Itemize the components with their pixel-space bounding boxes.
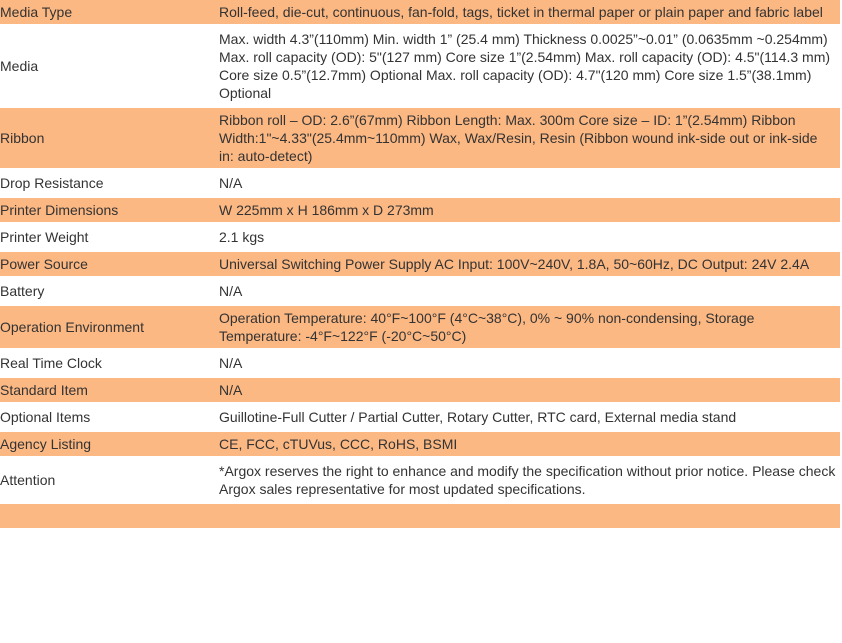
spec-label: Agency Listing bbox=[0, 432, 219, 456]
spec-value: N/A bbox=[219, 351, 840, 375]
spec-row-drop-resistance bbox=[0, 171, 840, 195]
spec-row-real-time-clock bbox=[0, 351, 840, 375]
spec-row-optional-items bbox=[0, 405, 840, 429]
spec-label: Media bbox=[0, 27, 219, 105]
spec-row-attention bbox=[0, 459, 840, 501]
spec-label: Real Time Clock bbox=[0, 351, 219, 375]
spec-label: Attention bbox=[0, 459, 219, 501]
spec-value: Guillotine-Full Cutter / Partial Cutter, Rotary Cutter, RTC card, External media stand bbox=[219, 405, 840, 429]
spec-label: Standard Item bbox=[0, 378, 219, 402]
spec-label: Power Source bbox=[0, 252, 219, 276]
spec-label bbox=[0, 504, 219, 528]
spec-row-standard-item bbox=[0, 378, 840, 402]
spec-row-agency-listing bbox=[0, 432, 840, 456]
spec-row-media bbox=[0, 27, 840, 105]
spec-value: Roll-feed, die-cut, continuous, fan-fold, tags, ticket in thermal paper or plain paper and fabric label bbox=[219, 0, 840, 24]
spec-value bbox=[219, 504, 840, 528]
spec-row-printer-dimensions bbox=[0, 198, 840, 222]
spec-row-printer-weight bbox=[0, 225, 840, 249]
spec-value: Operation Temperature: 40°F~100°F (4°C~38°C), 0% ~ 90% non-condensing, Storage Temperature: -4°F~122°F (-20°C~50°C) bbox=[219, 306, 840, 348]
spec-row-power-source bbox=[0, 252, 840, 276]
spec-row-battery bbox=[0, 279, 840, 303]
spec-label: Printer Dimensions bbox=[0, 198, 219, 222]
spec-value: N/A bbox=[219, 171, 840, 195]
spec-value: Max. width 4.3”(110mm) Min. width 1” (25.4 mm) Thickness 0.0025”~0.01” (0.0635mm ~0.254mm) Max. roll capacity (OD): 5"(127 mm) Core size 1”(2.54mm) Max. roll capacity (OD): 4.5"(114.3 mm) Core size 0.5”(12.7mm) Optional Max. roll capacity (OD): 4.7"(120 mm) Core size 1.5”(38.1mm) Optional bbox=[219, 27, 840, 105]
spec-row-empty bbox=[0, 504, 840, 528]
spec-label: Operation Environment bbox=[0, 306, 219, 348]
spec-value: CE, FCC, cTUVus, CCC, RoHS, BSMI bbox=[219, 432, 840, 456]
spec-value: W 225mm x H 186mm x D 273mm bbox=[219, 198, 840, 222]
spec-row-ribbon bbox=[0, 108, 840, 168]
spec-value: Ribbon roll – OD: 2.6”(67mm) Ribbon Length: Max. 300m Core size – ID: 1”(2.54mm) Ribbon Width:1"~4.33"(25.4mm~110mm) Wax, Wax/Resin, Resin (Ribbon wound ink-side out or ink-side in: auto-detect) bbox=[219, 108, 840, 168]
spec-row-operation-environment bbox=[0, 306, 840, 348]
spec-label: Media Type bbox=[0, 0, 219, 24]
spec-value: 2.1 kgs bbox=[219, 225, 840, 249]
spec-value: N/A bbox=[219, 279, 840, 303]
spec-label: Optional Items bbox=[0, 405, 219, 429]
spec-label: Battery bbox=[0, 279, 219, 303]
spec-row-media-type bbox=[0, 0, 840, 24]
spec-value: Universal Switching Power Supply AC Input: 100V~240V, 1.8A, 50~60Hz, DC Output: 24V 2.4A bbox=[219, 252, 840, 276]
spec-label: Printer Weight bbox=[0, 225, 219, 249]
spec-label: Ribbon bbox=[0, 108, 219, 168]
spec-value: N/A bbox=[219, 378, 840, 402]
spec-value: *Argox reserves the right to enhance and modify the specification without prior notice. Please check Argox sales representative for most updated specifications. bbox=[219, 459, 840, 501]
spec-label: Drop Resistance bbox=[0, 171, 219, 195]
